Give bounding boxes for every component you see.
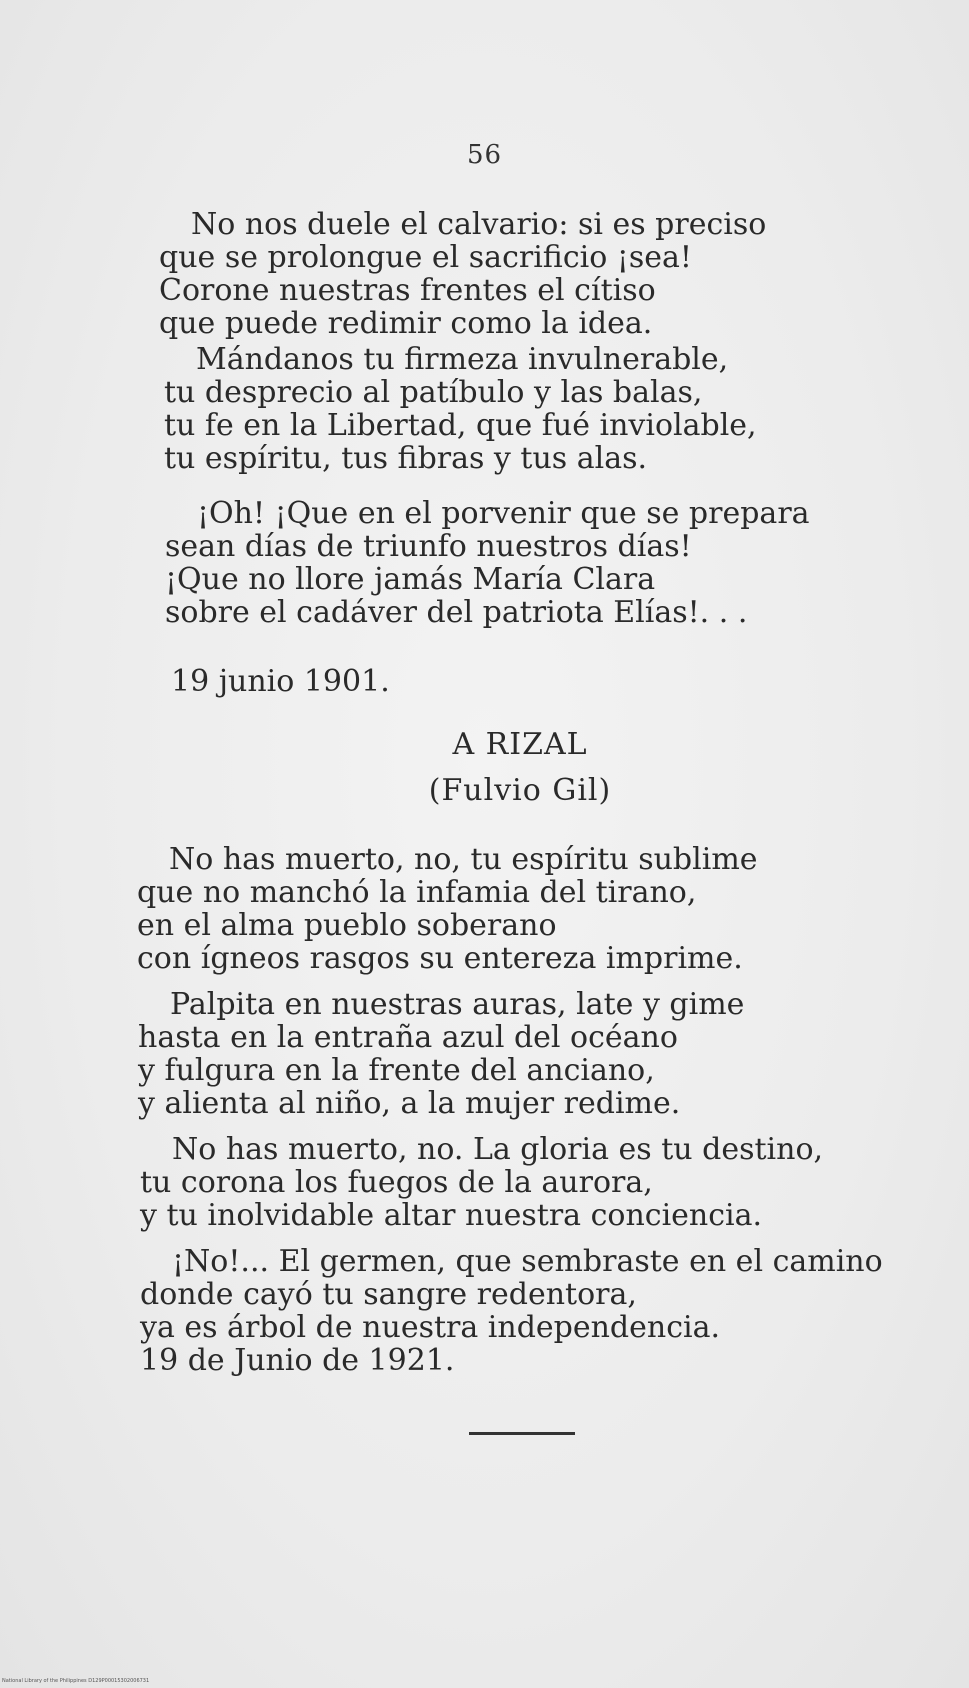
verse-line: sean días de triunfo nuestros días! <box>165 529 692 564</box>
poem1-stanza-2 <box>164 343 757 475</box>
verse-line: en el alma pueblo soberano <box>137 908 557 943</box>
poem2-date: 19 de Junio de 1921. <box>140 1343 455 1378</box>
verse-line: y fulgura en la frente del anciano, <box>138 1053 655 1088</box>
verse-line: que puede redimir como la idea. <box>159 306 653 341</box>
verse-line: hasta en la entraña azul del océano <box>138 1020 678 1055</box>
verse-line: Corone nuestras frentes el cítiso <box>159 273 656 308</box>
verse-line: ya es árbol de nuestra independencia. <box>140 1310 721 1345</box>
verse-line: tu espíritu, tus fibras y tus alas. <box>164 441 648 476</box>
verse-line: No has muerto, no, tu espíritu sublime <box>169 842 758 877</box>
verse-line: ¡Que no llore jamás María Clara <box>165 562 656 597</box>
poem-title: A RIZAL <box>452 727 588 762</box>
scan-footer: National Library of the Philippines D129P00015302006731 <box>2 1678 150 1684</box>
verse-line: donde cayó tu sangre redentora, <box>140 1277 637 1312</box>
verse-line: No nos duele el calvario: si es preciso <box>191 207 767 242</box>
end-rule <box>469 1432 575 1435</box>
verse-line: que no manchó la infamia del tirano, <box>137 875 697 910</box>
poem1-date: 19 junio 1901. <box>171 664 390 699</box>
poem2-stanza-3 <box>140 1133 823 1232</box>
poem-author: (Fulvio Gil) <box>428 773 612 808</box>
verse-line: ¡No!... El germen, que sembraste en el camino <box>172 1244 883 1279</box>
page-number: 56 <box>466 140 503 170</box>
verse-line: Mándanos tu firmeza invulnerable, <box>196 342 729 377</box>
poem2-stanza-4 <box>140 1245 883 1377</box>
verse-line: sobre el cadáver del patriota Elías!. . . <box>165 595 748 630</box>
verse-line: con ígneos rasgos su entereza imprime. <box>137 941 743 976</box>
verse-line: y alienta al niño, a la mujer redime. <box>138 1086 681 1121</box>
poem2-stanza-2 <box>138 988 744 1120</box>
verse-line: tu fe en la Libertad, que fué inviolable, <box>164 408 757 443</box>
verse-line: ¡Oh! ¡Que en el porvenir que se prepara <box>197 496 810 531</box>
verse-line: y tu inolvidable altar nuestra conciencia. <box>140 1198 763 1233</box>
poem1-stanza-1 <box>159 208 766 340</box>
verse-line: que se prolongue el sacrificio ¡sea! <box>159 240 692 275</box>
verse-line: No has muerto, no. La gloria es tu destino, <box>172 1132 824 1167</box>
verse-line: tu desprecio al patíbulo y las balas, <box>164 375 703 410</box>
verse-line: tu corona los fuegos de la aurora, <box>140 1165 653 1200</box>
poem2-stanza-1 <box>137 843 758 975</box>
poem1-stanza-3 <box>165 497 810 629</box>
verse-line: Palpita en nuestras auras, late y gime <box>170 987 745 1022</box>
